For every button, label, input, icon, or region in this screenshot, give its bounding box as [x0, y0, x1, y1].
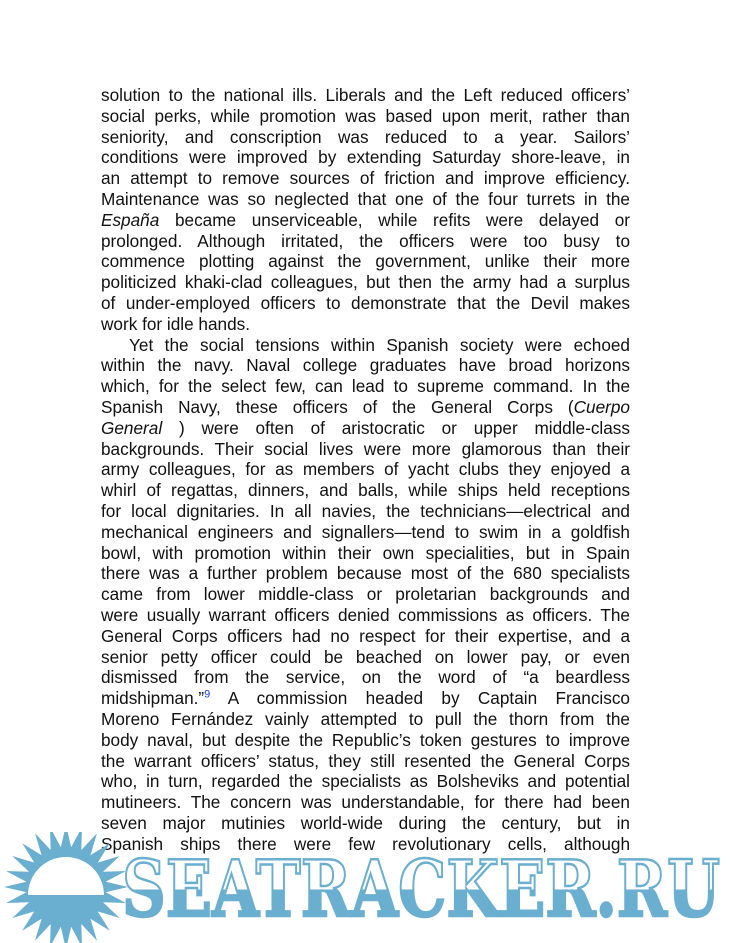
text-line: Spanish ships there were few revolutionary cells, although — [101, 833, 630, 854]
text-line: bowl, with promotion within their own specialities, but in Spain — [101, 542, 630, 563]
text-line: who, in turn, regarded the specialists as Bolsheviks and potential — [101, 771, 630, 792]
text-line: social perks, while promotion was based upon merit, rather than — [101, 105, 630, 126]
document-body — [101, 85, 630, 854]
text-line: within the navy. Naval college graduates have broad horizons — [101, 355, 630, 376]
watermark-text: SEATRACKER.RU — [122, 844, 720, 935]
text-segment: Spanish Navy, these officers of the General Corps ( — [101, 396, 574, 417]
italic-text: Cuerpo — [573, 396, 630, 417]
text-line: work for idle hands. — [101, 313, 251, 334]
text-line: prolonged. Although irritated, the officers were too busy to — [101, 230, 630, 251]
text-line: came from lower middle-class or proletarian backgrounds and — [101, 584, 630, 605]
text-line: politicized khaki-clad colleagues, but then the army had a surplus — [101, 272, 630, 293]
text-line: army colleagues, for as members of yacht clubs they enjoyed a — [101, 459, 630, 480]
text-line: of under-employed officers to demonstrate that the Devil makes — [101, 292, 630, 313]
text-line: the warrant officers’ status, they still resented the General Corps — [101, 750, 630, 771]
watermark — [0, 832, 731, 943]
text-line — [101, 397, 630, 418]
text-line: solution to the national ills. Liberals and the Left reduced officers’ — [101, 85, 630, 105]
text-line: conditions were improved by extending Saturday shore-leave, in — [101, 147, 630, 168]
text-segment: A commission headed by Captain Francisco — [210, 688, 630, 709]
text-line: Yet the social tensions within Spanish society were echoed — [129, 334, 630, 355]
text-segment: ) were often of aristocratic or upper middle-class — [162, 417, 630, 438]
text-line: Maintenance was so neglected that one of the four turrets in the — [101, 188, 630, 209]
text-line: seven major mutinies world-wide during the century, but in — [101, 812, 630, 833]
text-line: there was a further problem because most of the 680 specialists — [101, 563, 630, 584]
text-line: dismissed from the service, on the word of “a beardless — [101, 667, 630, 688]
text-line: backgrounds. Their social lives were more glamorous than their — [101, 438, 630, 459]
text-line: for local dignitaries. In all navies, the technicians—electrical and — [101, 500, 630, 521]
text-line — [101, 688, 630, 709]
text-line: mutineers. The concern was understandable, for there had been — [101, 792, 630, 813]
italic-text: España — [101, 209, 160, 230]
text-line: seniority, and conscription was reduced to a year. Sailors’ — [101, 126, 630, 147]
text-line: whirl of regattas, dinners, and balls, while ships held receptions — [101, 480, 630, 501]
sun-icon — [4, 832, 128, 943]
text-line: Moreno Fernández vainly attempted to pull the thorn from the — [101, 708, 630, 729]
text-line — [101, 210, 630, 231]
text-line: body naval, but despite the Republic’s token gestures to improve — [101, 729, 630, 750]
text-segment: became unserviceable, while refits were delayed or — [159, 209, 630, 230]
text-line: senior petty officer could be beached on lower pay, or even — [101, 646, 630, 667]
text-line — [101, 418, 630, 439]
text-line: commence plotting against the government, unlike their more — [101, 251, 630, 272]
text-line: General Corps officers had no respect for their expertise, and a — [101, 625, 630, 646]
italic-text: General — [101, 417, 163, 438]
footnote-ref[interactable]: 9 — [204, 688, 211, 701]
text-line: an attempt to remove sources of friction and improve efficiency. — [101, 168, 630, 189]
text-line: mechanical engineers and signallers—tend to swim in a goldfish — [101, 521, 630, 542]
text-segment: midshipman.” — [101, 688, 205, 709]
text-line: which, for the select few, can lead to supreme command. In the — [101, 376, 630, 397]
text-line: were usually warrant officers denied commissions as officers. The — [101, 604, 630, 625]
